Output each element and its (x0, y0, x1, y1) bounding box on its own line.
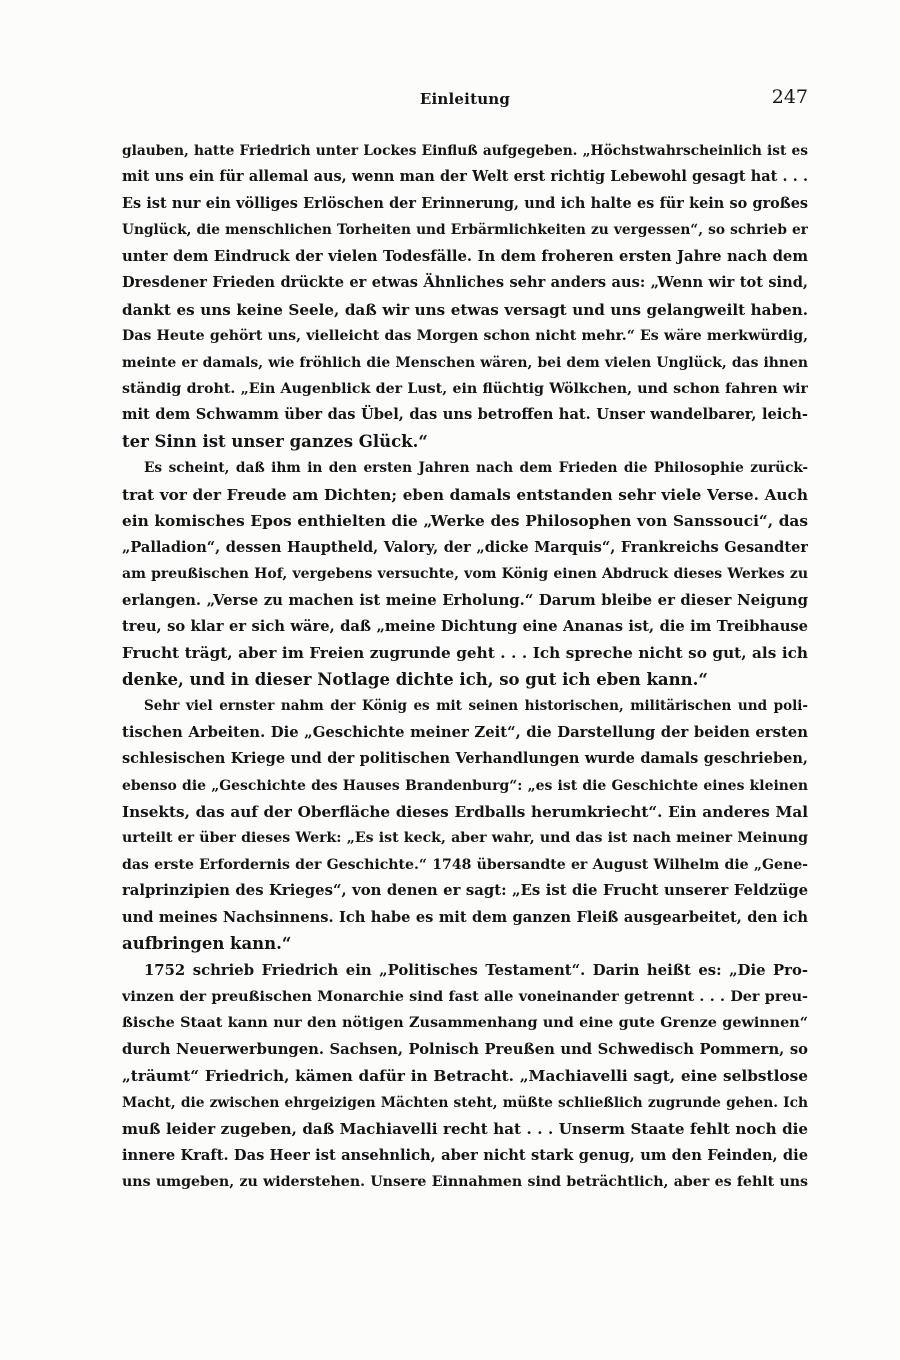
text-line: ßische Staat kann nur den nötigen Zusammenhang und eine gute Grenze gewinnen“ (122, 1015, 808, 1032)
text-line: Sehr viel ernster nahm der König es mit seinen historischen, militärischen und poli- (144, 698, 808, 715)
text-line: Insekts, das auf der Oberfläche dieses Erdballs herumkriecht“. Ein anderes Mal (122, 802, 808, 821)
text-line: Es ist nur ein völliges Erlöschen der Erinnerung, und ich halte es für kein so großes (122, 194, 808, 212)
text-line: mit dem Schwamm über das Übel, das uns betroffen hat. Unser wandelbarer, leich- (122, 406, 808, 424)
text-line: innere Kraft. Das Heer ist ansehnlich, aber nicht stark genug, um den Feinden, die (122, 1146, 808, 1164)
text-line: urteilt er über dieses Werk: „Es ist keck, aber wahr, und das ist nach meiner Meinung (122, 830, 808, 847)
text-line: vinzen der preußischen Monarchie sind fast alle voneinander getrennt . . . Der preu- (122, 988, 808, 1005)
paragraph (122, 455, 808, 693)
paragraph (122, 958, 808, 1196)
text-line: Frucht trägt, aber im Freien zugrunde geht . . . Ich spreche nicht so gut, als ich (122, 644, 808, 663)
text-line: „Palladion“, dessen Hauptheld, Valory, der „dicke Marquis“, Frankreichs Gesandter (122, 538, 808, 556)
text-line: durch Neuerwerbungen. Sachsen, Polnisch Preußen und Schwedisch Pommern, so (122, 1040, 808, 1058)
text-line: denke, und in dieser Notlage dichte ich, so gut ich eben kann.“ (122, 669, 708, 689)
running-header (122, 86, 808, 116)
text-line: uns umgeben, zu widerstehen. Unsere Einnahmen sind beträchtlich, aber es fehlt uns (122, 1174, 808, 1191)
text-line: muß leider zugeben, daß Machiavelli recht hat . . . Unserm Staate fehlt noch die (122, 1120, 808, 1139)
text-line: ein komisches Epos enthielten die „Werke des Philosophen von Sanssouci“, das (122, 512, 808, 531)
paragraph (122, 693, 808, 957)
text-line: ralprinzipien des Krieges“, von denen er sagt: „Es ist die Frucht unserer Feldzüge (122, 882, 808, 900)
text-line: „träumt“ Friedrich, kämen dafür in Betracht. „Machiavelli sagt, eine selbstlose (122, 1067, 808, 1086)
text-line: ständig droht. „Ein Augenblick der Lust, ein flüchtig Wölkchen, und schon fahren wir (122, 380, 808, 397)
text-line: dankt es uns keine Seele, daß wir uns etwas versagt und uns gelangweilt haben. (122, 300, 808, 319)
body-text (122, 138, 808, 1196)
text-line: unter dem Eindruck der vielen Todesfälle. In dem froheren ersten Jahre nach dem (122, 247, 808, 265)
text-line: Es scheint, daß ihm in den ersten Jahren nach dem Frieden die Philosophie zurück- (144, 460, 808, 477)
page-number: 247 (771, 86, 808, 108)
text-line: treu, so klar er sich wäre, daß „meine Dichtung eine Ananas ist, die im Treibhause (122, 617, 808, 635)
text-line: erlangen. „Verse zu machen ist meine Erholung.“ Darum bleibe er dieser Neigung (122, 591, 808, 610)
text-line: aufbringen kann.“ (122, 934, 292, 954)
text-line: Unglück, die menschlichen Torheiten und Erbärmlichkeiten zu vergessen“, so schrieb er (122, 222, 808, 239)
text-line: am preußischen Hof, vergebens versuchte, vom König einen Abdruck dieses Werkes zu (122, 566, 808, 582)
text-line: Dresdener Frieden drückte er etwas Ähnliches sehr anders aus: „Wenn wir tot sind, (122, 274, 808, 292)
text-line: trat vor der Freude am Dichten; eben damals entstanden sehr viele Verse. Auch (122, 485, 808, 504)
text-line: Macht, die zwischen ehrgeizigen Mächten steht, müßte schließlich zugrunde gehen. Ich (122, 1094, 808, 1111)
text-line: glauben, hatte Friedrich unter Lockes Einfluß aufgegeben. „Höchstwahrscheinlich ist es (122, 143, 808, 159)
paragraph (122, 138, 808, 455)
text-line: meinte er damals, wie fröhlich die Menschen wären, bei dem vielen Unglück, das ihnen (122, 354, 808, 371)
text-line: tischen Arbeiten. Die „Geschichte meiner Zeit“, die Darstellung der beiden ersten (122, 723, 808, 741)
running-title: Einleitung (419, 90, 511, 108)
text-line: das erste Erfordernis der Geschichte.“ 1748 übersandte er August Wilhelm die „Gene- (122, 856, 808, 873)
text-line: 1752 schrieb Friedrich ein „Politisches Testament“. Darin heißt es: „Die Pro- (144, 961, 808, 979)
text-line: ebenso die „Geschichte des Hauses Brandenburg“: „es ist die Geschichte eines kleinen (122, 777, 808, 794)
text-line: ter Sinn ist unser ganzes Glück.“ (122, 431, 428, 451)
text-line: Das Heute gehört uns, vielleicht das Morgen schon nicht mehr.“ Es wäre merkwürdig, (122, 328, 808, 345)
text-line: und meines Nachsinnens. Ich habe es mit dem ganzen Fleiß ausgearbeitet, den ich (122, 908, 808, 926)
text-line: schlesischen Kriege und der politischen Verhandlungen wurde damals geschrieben, (122, 750, 808, 768)
text-line: mit uns ein für allemal aus, wenn man der Welt erst richtig Lebewohl gesagt hat . . . (122, 168, 808, 186)
